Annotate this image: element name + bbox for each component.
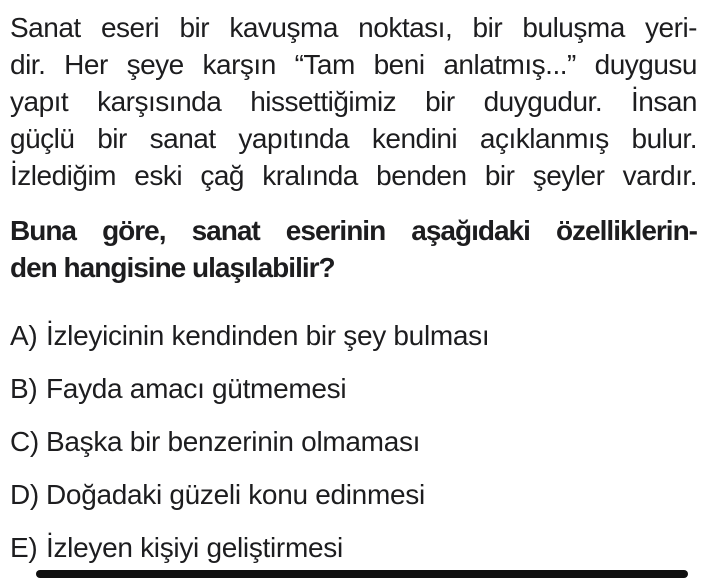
option-text: İzleyicinin kendinden bir şey bulması — [46, 320, 490, 351]
stem-line: Buna göre, sanat eserinin aşağıdaki özelliklerin- — [10, 215, 697, 246]
question-stem — [10, 212, 697, 286]
option-label: A) — [10, 320, 38, 351]
bottom-divider — [36, 570, 688, 578]
option-label: E) — [10, 532, 38, 563]
option-text: Fayda amacı gütmemesi — [46, 373, 347, 404]
option-text: Doğadaki güzeli konu edinmesi — [46, 479, 425, 510]
option-label: D) — [10, 479, 39, 510]
passage-line: Sanat eseri bir kavuşma noktası, bir buluşma yeri- — [10, 12, 697, 43]
passage-line: yapıt karşısında hissettiğimiz bir duygudur. İnsan — [10, 86, 697, 117]
option-row-e[interactable] — [10, 532, 697, 564]
passage-line: İzlediğim eski çağ kralında benden bir şeyler vardır. — [10, 160, 697, 191]
option-row-c[interactable] — [10, 426, 697, 458]
option-label: B) — [10, 373, 38, 404]
answer-options — [10, 320, 697, 585]
option-text: İzleyen kişiyi geliştirmesi — [46, 532, 343, 563]
option-label: C) — [10, 426, 39, 457]
question-passage — [10, 9, 697, 194]
option-text: Başka bir benzerinin olmaması — [46, 426, 421, 457]
stem-line: den hangisine ulaşılabilir? — [10, 252, 335, 283]
option-row-d[interactable] — [10, 479, 697, 511]
option-row-a[interactable] — [10, 320, 697, 352]
passage-line: güçlü bir sanat yapıtında kendini açıklanmış bulur. — [10, 123, 697, 154]
option-row-b[interactable] — [10, 373, 697, 405]
passage-line: dir. Her şeye karşın “Tam beni anlatmış...” duygusu — [10, 49, 697, 80]
